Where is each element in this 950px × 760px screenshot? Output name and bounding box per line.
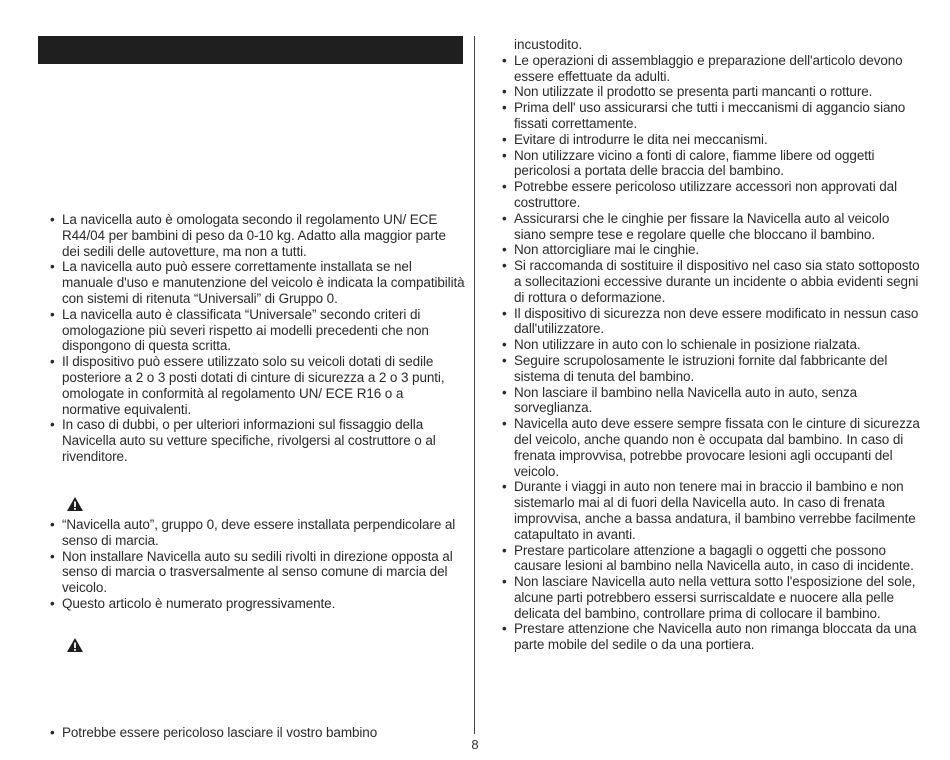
- right-column: [502, 37, 922, 653]
- list-item: • Prestare particolare attenzione a bagagli o oggetti che possono causare lesioni al bambino nella Navicella auto, in caso di incidente.: [502, 543, 922, 575]
- list-item: • Navicella auto deve essere sempre fissata con le cinture di sicurezza del veicolo, anche quando non è occupata dal bambino. In caso di frenata improvvisa, potrebbe provocare lesioni agli occupanti del veicolo.: [502, 416, 922, 479]
- right-list: [502, 53, 922, 653]
- list-item: • Prima dell' uso assicurarsi che tutti i meccanismi di aggancio siano fissati correttamente.: [502, 100, 922, 132]
- list-item: • Questo articolo è numerato progressivamente.: [50, 596, 465, 612]
- list-item: • Evitare di introdurre le dita nei meccanismi.: [502, 132, 922, 148]
- list-item: • La navicella auto è classificata “Universale” secondo criteri di omologazione più severi rispetto ai modelli precedenti che non dispongono di questa scritta.: [50, 307, 465, 354]
- list-item: • Il dispositivo di sicurezza non deve essere modificato in nessun caso dall'utilizzatore.: [502, 306, 922, 338]
- list-item: • Non installare Navicella auto su sedili rivolti in direzione opposta al senso di marcia o trasversalmente al senso comune di marcia del veicolo.: [50, 549, 465, 596]
- list-item: • Potrebbe essere pericoloso utilizzare accessori non approvati dal costruttore.: [502, 179, 922, 211]
- list-item: • Assicurarsi che le cinghie per fissare la Navicella auto al veicolo siano sempre tese e regolare quelle che bloccano il bambino.: [502, 211, 922, 243]
- list-item: • Non utilizzate il prodotto se presenta parti mancanti o rotture.: [502, 84, 922, 100]
- column-divider: [474, 36, 475, 734]
- warning-triangle-icon: [66, 637, 84, 653]
- continued-text: incustodito.: [514, 37, 583, 52]
- list-item: • Durante i viaggi in auto non tenere mai in braccio il bambino e non sistemarlo mai al di fuori della Navicella auto. In caso di frenata improvvisa, anche a bassa andatura, il bambino verrebbe facilmente catapultato in avanti.: [502, 479, 922, 542]
- list-item: • Potrebbe essere pericoloso lasciare il vostro bambino: [50, 725, 465, 741]
- list-item: • Prestare attenzione che Navicella auto non rimanga bloccata da una parte mobile del sedile o da una portiera.: [502, 621, 922, 653]
- list-item: • Non utilizzare in auto con lo schienale in posizione rialzata.: [502, 337, 922, 353]
- list-item: • In caso di dubbi, o per ulteriori informazioni sul fissaggio della Navicella auto su vetture specifiche, rivolgersi al costruttore o al rivenditore.: [50, 417, 465, 464]
- list-item: • La navicella auto può essere correttamente installata se nel manuale d'uso e manutenzione del veicolo è indicata la compatibilità con sistemi di ritenuta “Universali” di Gruppo 0.: [50, 259, 465, 306]
- warning-triangle-icon: [66, 496, 84, 512]
- section-header-bar: [38, 36, 463, 64]
- list-item: • Il dispositivo può essere utilizzato solo su veicoli dotati di sedile posteriore a 2 o 3 posti dotati di cinture di sicurezza a 2 o 3 punti, omologate in conformità al regolamento UN/ ECE R16 o a normative equivalenti.: [50, 354, 465, 417]
- list-item: • Non utilizzare vicino a fonti di calore, fiamme libere od oggetti pericolosi a portata delle braccia del bambino.: [502, 148, 922, 180]
- left-list-section2: [50, 517, 465, 612]
- list-item: • “Navicella auto”, gruppo 0, deve essere installata perpendicolare al senso di marcia.: [50, 517, 465, 549]
- list-item: • Si raccomanda di sostituire il dispositivo nel caso sia stato sottoposto a sollecitazioni eccessive durante un incidente o abbia evidenti segni di rottura o deformazione.: [502, 258, 922, 305]
- list-item: • Non lasciare Navicella auto nella vettura sotto l'esposizione del sole, alcune parti potrebbero essersi surriscaldate e nuocere alla pelle delicata del bambino, controllare prima di collocare il bambino.: [502, 574, 922, 621]
- list-item: • Le operazioni di assemblaggio e preparazione dell'articolo devono essere effettuate da adulti.: [502, 53, 922, 85]
- left-list-section1: [50, 212, 465, 465]
- list-item: • Seguire scrupolosamente le istruzioni fornite dal fabbricante del sistema di tenuta del bambino.: [502, 353, 922, 385]
- list-item: • Non attorcigliare mai le cinghie.: [502, 242, 922, 258]
- page-number: 8: [471, 737, 479, 752]
- left-list-section3: [50, 725, 465, 741]
- list-item: • Non lasciare il bambino nella Navicella auto in auto, senza sorveglianza.: [502, 385, 922, 417]
- list-item: • La navicella auto è omologata secondo il regolamento UN/ ECE R44/04 per bambini di peso da 0-10 kg. Adatto alla maggior parte dei sedili delle autovetture, ma non a tutti.: [50, 212, 465, 259]
